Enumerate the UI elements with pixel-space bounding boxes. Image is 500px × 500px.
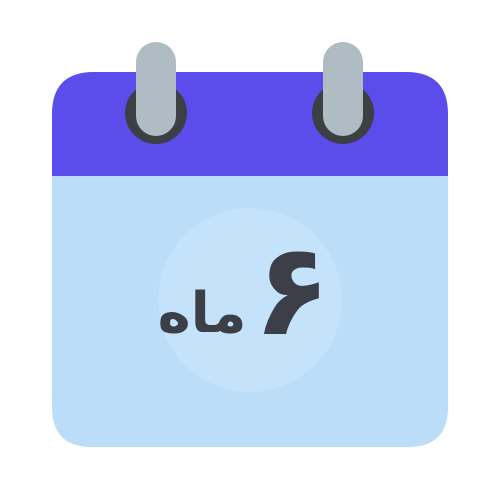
calendar-header [52,72,448,176]
date-number: ۶ [252,216,332,365]
binding-ring-left [136,42,176,136]
binding-ring-right [323,42,363,136]
date-unit: ماه [157,281,247,346]
